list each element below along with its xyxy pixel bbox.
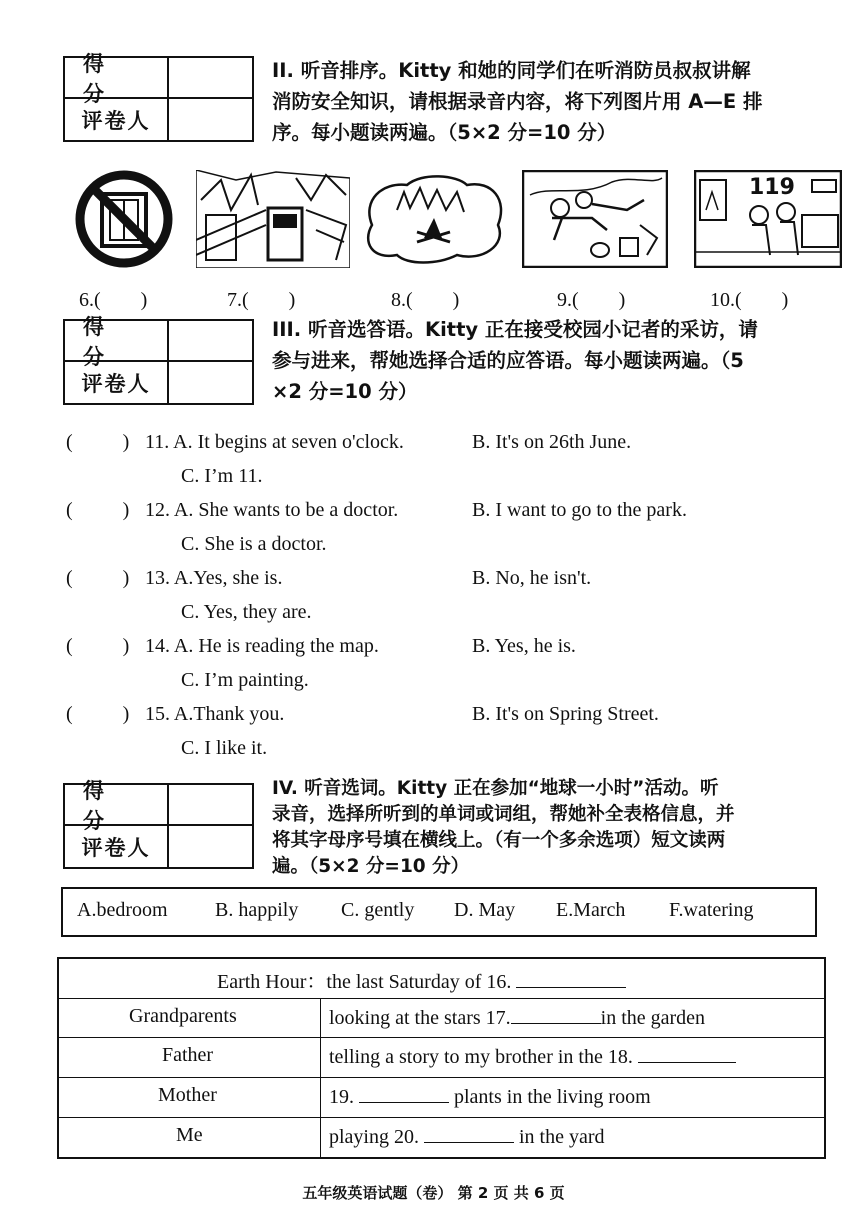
row-who: Me xyxy=(176,1124,203,1146)
grader-label: 评卷人 xyxy=(65,826,169,867)
answer-blank-8[interactable]: 8.( ) xyxy=(391,289,460,311)
answer-paren-14[interactable]: ( ) xyxy=(66,635,130,657)
q11-option-c: C. I’m 11. xyxy=(181,465,263,487)
score-label: 得 分 xyxy=(65,58,169,97)
no-elevator-sign-icon xyxy=(72,170,176,268)
row-who: Grandparents xyxy=(129,1005,237,1027)
score-label: 得 分 xyxy=(65,785,169,824)
option-e: E.March xyxy=(556,899,626,921)
q13-option-c: C. Yes, they are. xyxy=(181,601,312,623)
row-activity: 19. plants in the living room xyxy=(329,1086,651,1108)
option-d: D. May xyxy=(454,899,516,921)
section-3-instructions: III. 听音选答语。Kitty 正在接受校园小记者的采访，请 参与进来，帮她选择合适的应答语。每小题读两遍。（5 ×2 分=10 分） xyxy=(272,318,758,403)
section-4-instructions: IV. 听音选词。Kitty 正在参加“地球一小时”活动。听 录音，选择所听到的单词或词组，帮她补全表格信息，并 将其字母序号填在横线上。（有一个多余选项）短文读两 遍。（5×2 分=10 分） xyxy=(272,778,735,877)
answer-blank-19[interactable] xyxy=(359,1084,449,1103)
option-a: A.bedroom xyxy=(77,899,168,921)
calling-119-icon xyxy=(694,170,842,268)
q11-option-a: 11. A. It begins at seven o'clock. xyxy=(145,431,404,453)
score-label: 得 分 xyxy=(65,321,169,360)
answer-blank-17[interactable] xyxy=(511,1005,601,1024)
q14-option-a: 14. A. He is reading the map. xyxy=(145,635,379,657)
q14-option-c: C. I’m painting. xyxy=(181,669,309,691)
answer-blank-20[interactable] xyxy=(424,1124,514,1143)
campfire-icon xyxy=(362,170,508,268)
answer-blank-16[interactable] xyxy=(516,969,626,988)
q13-option-b: B. No, he isn't. xyxy=(472,567,592,589)
word-options-box xyxy=(61,887,817,937)
row-activity: playing 20. in the yard xyxy=(329,1126,605,1148)
fire-truck-scene-icon xyxy=(196,170,350,268)
answer-blank-6[interactable]: 6.( ) xyxy=(79,289,148,311)
q13-option-a: 13. A.Yes, she is. xyxy=(145,567,283,589)
answer-paren-11[interactable]: ( ) xyxy=(66,431,130,453)
q12-option-a: 12. A. She wants to be a doctor. xyxy=(145,499,399,521)
row-activity: telling a story to my brother in the 18. xyxy=(329,1044,736,1069)
grader-label: 评卷人 xyxy=(65,99,169,140)
answer-paren-12[interactable]: ( ) xyxy=(66,499,130,521)
table-header: Earth Hour：the last Saturday of 16. xyxy=(217,965,626,994)
answer-blank-9[interactable]: 9.( ) xyxy=(557,289,626,311)
q15-option-c: C. I like it. xyxy=(181,737,268,759)
score-box-section-4 xyxy=(63,778,254,869)
row-who: Father xyxy=(162,1044,214,1066)
q12-option-c: C. She is a doctor. xyxy=(181,533,327,555)
q14-option-b: B. Yes, he is. xyxy=(472,635,576,657)
answer-paren-15[interactable]: ( ) xyxy=(66,703,130,725)
score-box-section-3 xyxy=(63,314,254,405)
option-c: C. gently xyxy=(341,899,415,921)
crawling-escape-icon xyxy=(522,170,668,268)
answer-blank-7[interactable]: 7.( ) xyxy=(227,289,296,311)
section-2-instructions: II. 听音排序。Kitty 和她的同学们在听消防员叔叔讲解 消防安全知识，请根据录音内容，将下列图片用 A—E 排 序。每小题读两遍。（5×2 分=10 分） xyxy=(272,59,763,144)
answer-blank-18[interactable] xyxy=(638,1044,736,1063)
q15-option-b: B. It's on Spring Street. xyxy=(472,703,659,725)
grader-label: 评卷人 xyxy=(65,362,169,403)
q11-option-b: B. It's on 26th June. xyxy=(472,431,632,453)
option-b: B. happily xyxy=(215,899,299,921)
answer-blank-10[interactable]: 10.( ) xyxy=(710,289,789,311)
q15-option-a: 15. A.Thank you. xyxy=(145,703,285,725)
earth-hour-table xyxy=(57,957,826,1159)
answer-paren-13[interactable]: ( ) xyxy=(66,567,130,589)
row-activity: looking at the stars 17. in the garden xyxy=(329,1007,706,1029)
row-who: Mother xyxy=(158,1084,217,1106)
score-box-section-2 xyxy=(63,51,254,142)
option-f: F.watering xyxy=(669,899,754,921)
page-footer: 五年级英语试题（卷） 第 2 页 共 6 页 xyxy=(302,1184,565,1202)
q12-option-b: B. I want to go to the park. xyxy=(472,499,687,521)
phone-number-label: 119 xyxy=(749,175,795,200)
